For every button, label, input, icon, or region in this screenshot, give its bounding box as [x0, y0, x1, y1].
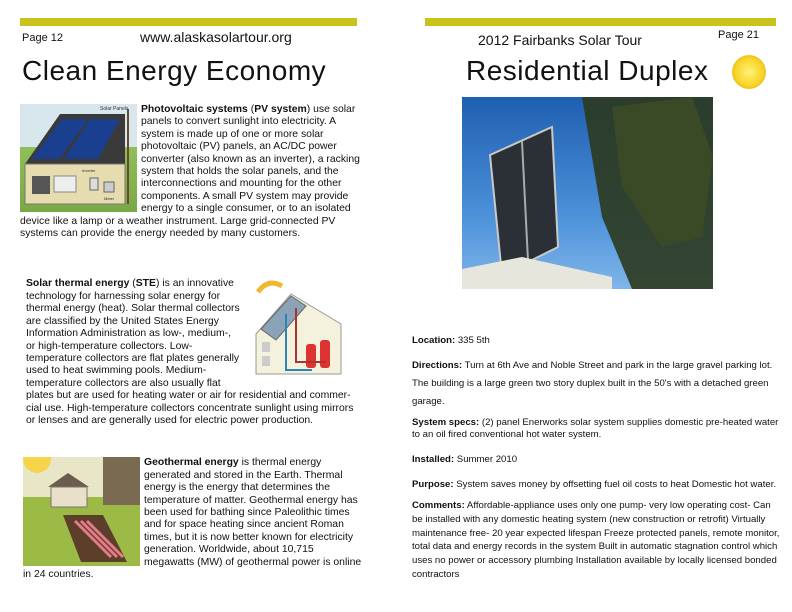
system-specs-label: System specs:	[412, 416, 480, 428]
field-installed	[412, 454, 780, 467]
field-location	[412, 335, 780, 348]
pv-house-drawing	[20, 104, 137, 212]
pv-paragraph-tail: systems can provide the energy needed by many customers.	[20, 228, 301, 240]
website-url: www.alaskasolartour.org	[140, 29, 292, 45]
location-value: 335 5th	[457, 335, 490, 346]
directions-label: Directions:	[412, 359, 463, 371]
image-label-inverter: Inverter	[82, 168, 96, 173]
field-directions	[412, 357, 780, 411]
pv-abbr: PV system	[254, 104, 307, 115]
ste-section	[20, 278, 365, 427]
comments-label: Comments:	[412, 499, 465, 511]
image-label-meter: Meter	[104, 196, 115, 201]
geothermal-illustration	[23, 457, 140, 566]
tour-header: 2012 Fairbanks Solar Tour	[478, 32, 642, 48]
solar-thermal-house-illustration	[246, 278, 351, 384]
page-number-left: Page 12	[22, 32, 63, 44]
installed-value: Summer 2010	[456, 453, 518, 465]
pv-section	[20, 104, 365, 240]
left-page-content	[20, 104, 365, 581]
image-label-solar-panels: Solar Panels	[100, 106, 129, 112]
field-comments	[412, 499, 780, 582]
geo-term: Geothermal energy	[144, 457, 239, 469]
system-specs-value: (2) panel Enerworks solar system supplies domestic pre-heated water to an oil fired conventional hot water system.	[412, 416, 779, 441]
sun-icon	[732, 55, 766, 89]
ste-term: Solar thermal energy	[26, 278, 130, 290]
comments-value: Affordable-appliance uses only one pump- very low operating cost- Can be installed with any domestic heating system (new construction or retrofit) Virtually maintenance free- 20 year expected lifespan Freeze protected panels, remote monitor, total data and energy records in the system Built in automatic stagnation control which uses no power or accessory plumbing Installation available by locally licensed bonded contractors	[412, 499, 780, 580]
ste-abbr: STE	[135, 278, 156, 290]
installed-label: Installed:	[412, 453, 455, 465]
header-accent-bar-left	[20, 18, 357, 26]
pv-term: Photovoltaic systems	[141, 104, 248, 115]
right-page-content	[412, 335, 780, 582]
purpose-label: Purpose:	[412, 479, 454, 491]
page-title-right: Residential Duplex	[466, 55, 709, 86]
geo-text: is thermal energy generated and stored in the Earth. Thermal energy is the energy that determines the temperature of matter. Geothermal energy has been used for bathing since Paleolithic times and for space heating since ancient Roman times, but it is now better known for electricity generation. Worldwide, about 10,715 megawatts (MW) of geothermal power is online in 24 countries.	[23, 457, 362, 580]
directions-value: Turn at 6th Ave and Noble Street and park in the large gravel parking lot. The building is a large green two story duplex built in the 50's with a detached green garage.	[412, 359, 773, 407]
ste-paragraph-tail: cial use. High-temperature collectors concentrate sunlight using mirrors or lenses and are generally used for electric power production.	[26, 402, 354, 426]
page-number-right: Page 21	[718, 29, 759, 41]
ste-paragraph: Solar thermal energy (STE) is an innovative technology for harnessing solar energy for thermal energy (heat). Solar thermal collectors are classified by the United States Energy Information Administration as low-, medium-, or high-temperature collectors. Low-temperature collectors are flat plates generally used to heat swimming pools. Medium-temperature collectors are also usually flat plates but are used for heating water or air for residential and commer-	[26, 278, 351, 402]
pv-system-illustration	[20, 104, 137, 212]
pv-paragraph: Photovoltaic systems (PV system) use solar panels to convert sunlight into electricity. A system is made up of one or more solar photovoltaic (PV) panels, an AC/DC power converter (also known as an inverter), a racking system that holds the solar panels, and the interconnections and mounting for the other components. A small PV system may provide energy to a single consumer, or to an isolated device like a lamp or a weather instrument. Large grid-connected PV	[20, 104, 360, 227]
pv-text: use solar panels to convert sunlight into electricity. A system is made up of one or more solar photovoltaic (PV) panels, an AC/DC power converter (also known as an inverter), a racking system that holds the solar panels, and the interconnections and mounting for the other components. A small PV system may provide energy to a single consumer, or to an isolated device like a lamp or a weather instrument. Large grid-connected PV	[20, 104, 360, 227]
header-accent-bar-right	[425, 18, 776, 26]
location-label: Location:	[412, 335, 456, 346]
purpose-value: System saves money by offsetting fuel oil costs to heat Domestic hot water.	[456, 479, 777, 491]
field-system-specs	[412, 417, 780, 442]
duplex-solar-panel-photo	[462, 97, 713, 289]
geothermal-section	[20, 457, 365, 581]
field-purpose	[412, 478, 780, 492]
page-title-left: Clean Energy Economy	[22, 55, 327, 86]
ste-text: is an innovative technology for harnessing solar energy for thermal energy (heat). Solar thermal collectors are classified by the United States Energy Information Administration as low-, medium-, or high-temperature collectors. Low-temperature collectors are flat plates generally used to heat swimming pools. Medium-temperature collectors are also usually flat plates but are used for heating water or air for residential and commer-	[26, 278, 351, 402]
